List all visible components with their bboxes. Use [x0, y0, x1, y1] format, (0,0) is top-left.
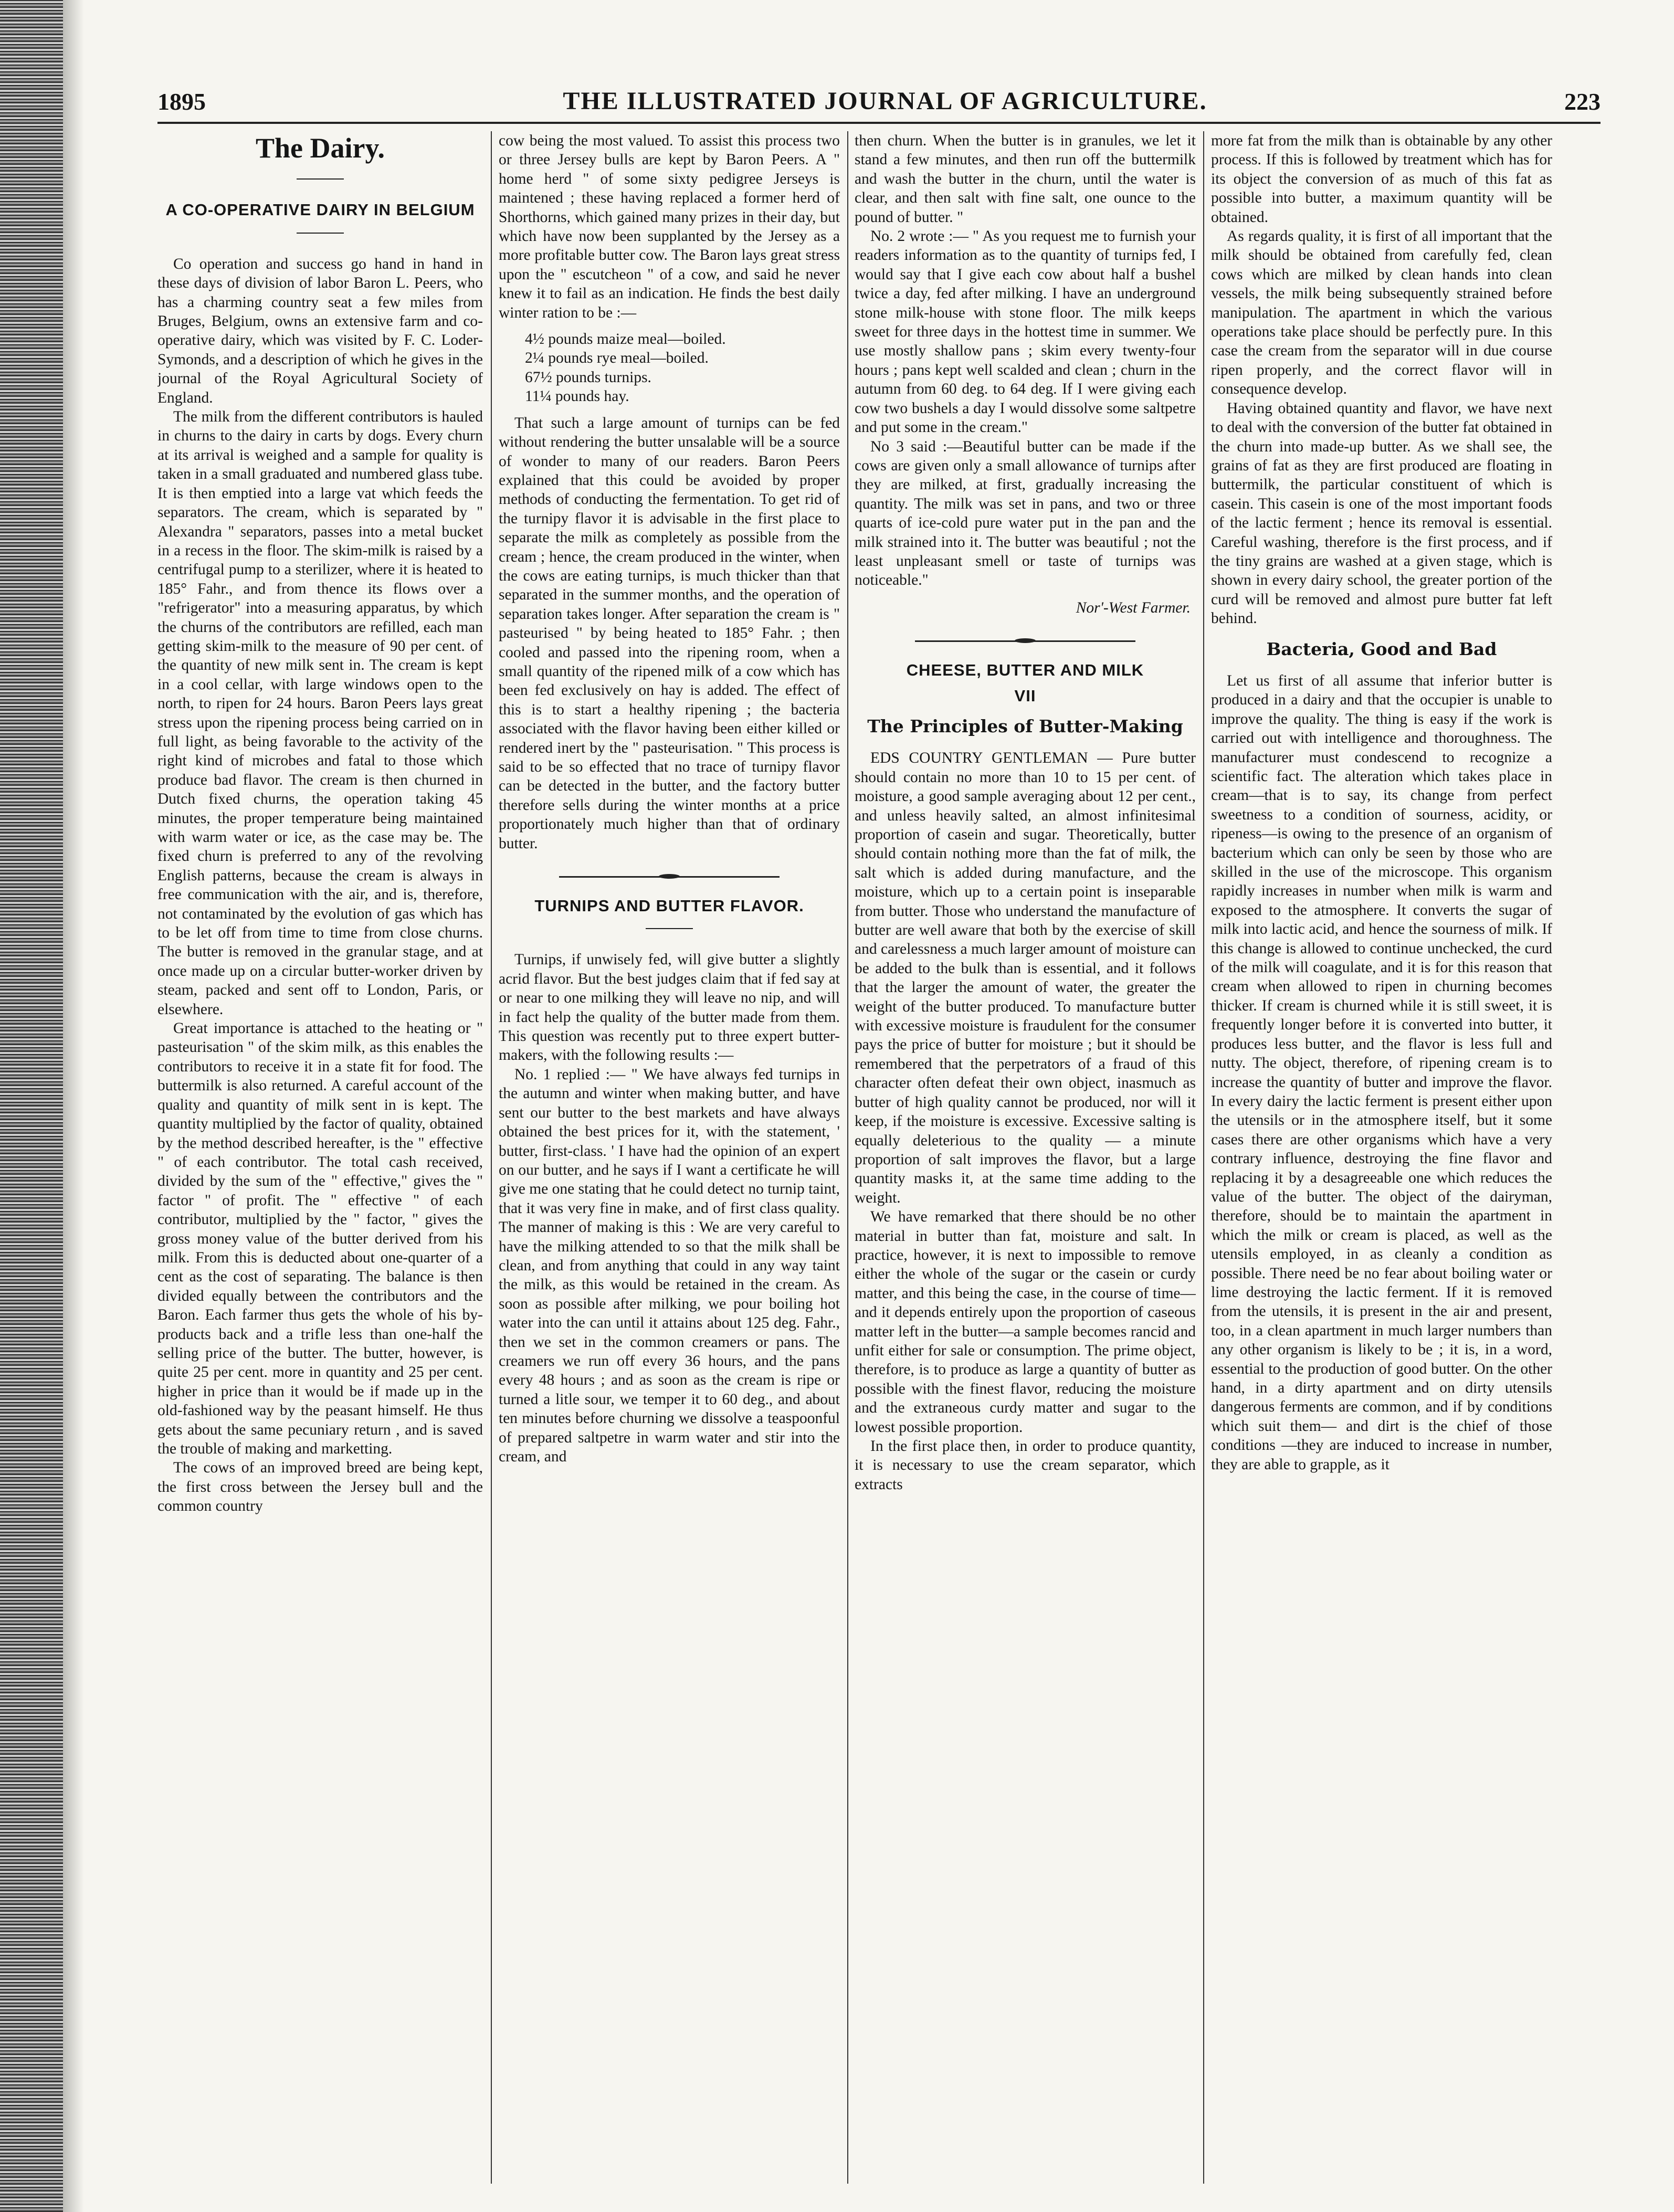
- column-4: [1211, 131, 1552, 2184]
- journal-title: THE ILLUSTRATED JOURNAL OF AGRICULTURE.: [563, 87, 1207, 115]
- paragraph: The cows of an improved breed are being kept, the first cross between the Jersey bull and the common country: [157, 1459, 483, 1515]
- article-subheading-principles: The Principles of Butter-Making: [867, 715, 1183, 736]
- divider: [297, 233, 344, 234]
- binding-edge: [0, 0, 63, 2212]
- paragraph: No. 2 wrote :— " As you request me to furnish your readers information as to the quantity of turnips fed, I would say that I give each cow about half a bushel twice a day, fed after milking. I have an underground stone milk-house with stone floor. The milk keeps sweet for three days in the hottest time in summer. We use mostly shallow pans ; skim every twenty-four hours ; pans kept well scalded and clean ; churn in the autumn from 60 deg. to 64 deg. If I were giving each cow two bushels a day I would dissolve some saltpetre and put some in the cream.": [855, 228, 1196, 436]
- ornament-divider: [559, 876, 780, 878]
- ration-item: 2¼ pounds rye meal—boiled.: [525, 350, 709, 367]
- paragraph: That such a large amount of turnips can be fed without rendering the butter unsalable will be a source of wonder to many of our readers. Baron Peers explained that this could be avoided by proper methods of conducting the fermentation. To get rid of the turnipy flavor it is advisable in the first place to separate the milk as completely as possible from the cream ; hence, the cream produced in the winter, when the cows are eating turnips, is much thicker than that separated in the summer months, and the operation of separation takes longer. After separation the cream is " pasteurised " by being heated to 185° Fahr. ; then cooled and passed into the ripening room, when a small quantity of the ripened milk of a cow which has been fed exclusively on hay is added. The effect of this is to start a healthy ripening ; the bacteria associated with the flavor having been either killed or rendered inert by the " pasteurisation. " This process is said to be so effected that no trace of turnipy flavor can be detected in the butter, and the factory butter therefore sells during the winter months at a price proportionately much higher than that of ordinary butter.: [499, 414, 840, 852]
- paragraph: In the first place then, in order to produce quantity, it is necessary to use the cream separator, which extracts: [855, 1438, 1196, 1493]
- paragraph: Co operation and success go hand in hand in these days of division of labor Baron L. Peers, who has a charming country seat a few miles from Bruges, Belgium, owns an extensive farm and co-operative dairy, which was visited by F. C. Loder-Symonds, and a description of which he gives in the journal of the Royal Agricultural Society of England.: [157, 255, 483, 406]
- page-year: 1895: [157, 88, 206, 115]
- article-heading-cooperative-dairy: A CO-OPERATIVE DAIRY IN BELGIUM: [165, 201, 475, 219]
- paragraph: EDS COUNTRY GENTLEMAN — Pure butter should contain no more than 10 to 15 per cent. of moisture, a good sample averaging about 12 per cent., and unless heavily salted, an almost infinitesimal proportion of casein and sugar. Theoretically, butter should contain nothing more than the fat of milk, the salt which is added during manufacture, and the moisture, which up to a certain point is inseparable from butter. Those who understand the manufacture of butter are well aware that both by the exercise of skill and carelessness a much larger amount of moisture can be added to the bulk than is essential, and it follows that the larger the amount of water, the greater the weight of the butter produced. To manufacture butter with excessive moisture is fraudulent for the consumer pays the price of butter for moisture ; but it should be remembered that the perpetrators of a fraud of this character often defeat their own object, inasmuch as butter of high quality cannot be produced, nor will it keep, if the moisture is excessive. Excessive salting is equally deleterious to the quality — a minute proportion of salt improves the flavor, but a large quantity masks it, at the same time adding to the weight.: [855, 750, 1196, 1206]
- ration-list: [525, 330, 840, 406]
- article-heading-part-number: VII: [1014, 686, 1036, 705]
- ornament-divider: [915, 640, 1135, 642]
- ration-item: 67½ pounds turnips.: [525, 368, 651, 386]
- paragraph: No. 1 replied :— " We have always fed turnips in the autumn and winter when making butter, and have sent our butter to the best markets and have always obtained the best prices for it, with the statement, ' butter, first-class. ' I have had the opinion of an expert on our butter, and he says if I want a certificate he will give me one stating that he could detect no turnip taint, that it was very fine in make, and of first class quality. The manner of making is this : We are very careful to have the milking attended to so that the milk shall be clean, and from anything that could in any way taint the milk, as this would be retained in the cream. As soon as possible after milking, we pour boiling hot water into the can until it attains about 125 deg. Fahr., then we set in the common creamers or pans. The creamers we run off every 36 hours, and the pans every 48 hours ; and as soon as the cream is ripe or turned a litle sour, we temper it to 60 deg., and about ten minutes before churning we dissolve a teaspoonful of prepared saltpetre in warm water and stir into the cream, and: [499, 1066, 840, 1465]
- ration-item: 11¼ pounds hay.: [525, 388, 629, 405]
- header-rule: [157, 122, 1601, 124]
- ration-item: 4½ pounds maize meal—boiled.: [525, 331, 726, 348]
- column-rule: [847, 131, 848, 2184]
- department-title: The Dairy.: [255, 132, 385, 164]
- paragraph: more fat from the milk than is obtainable by any other process. If this is followed by treatment which has for its object the conversion of as much of this fat as possible into butter, a maximum quantity will be obtained.: [1211, 132, 1552, 226]
- article-heading-cheese-butter-milk: CHEESE, BUTTER AND MILK: [906, 661, 1144, 680]
- running-head: [157, 79, 1601, 115]
- paragraph: As regards quality, it is first of all important that the milk should be obtained from carefully fed, clean cows which are milked by clean hands into clean vessels, the milk being subsequently strained before manipulation. The apartment in which the various operations take place should be perfectly pure. In this case the cream from the separator will in due course ripen properly, and the correct flavor will in consequence develop.: [1211, 228, 1552, 398]
- binding-shadow: [63, 0, 84, 2212]
- source-signature: Nor'-West Farmer.: [1076, 599, 1191, 616]
- paragraph: Great importance is attached to the heating or " pasteurisation " of the skim milk, as this enables the contributors to receive it in a state fit for food. The buttermilk is also returned. A careful account of the quality and quantity of milk sent in is kept. The quantity multiplied by the factor of quality, obtained by the method described hereafter, is the " effective " of each contributor. The total cash received, divided by the sum of the " effective," gives the " factor " of profit. The " effective " of each contributor, multiplied by the " factor, " gives the gross money value of the butter derived from his milk. From this is deducted about one-quarter of a cent as the cost of separating. The balance is then divided equally between the contributors and the Baron. Each farmer thus gets the whole of his by-products back and a trifle less than one-half the selling price of the butter. The butter, however, is quite 25 per cent. more in quantity and 25 per cent. higher in price than it would be if made up in the old-fashioned way by the peasant himself. He thus gets about the same pecuniary return , and is saved the trouble of making and marketting.: [157, 1020, 483, 1457]
- divider: [646, 928, 693, 929]
- column-rule: [1203, 131, 1204, 2184]
- paragraph: The milk from the different contributors is hauled in churns to the dairy in carts by dogs. Every churn at its arrival is weighed and a sample for quality is taken in a small graduated and numbered glass tube. It is then emptied into a large vat which feeds the separators. The cream, which is separated by " Alexandra " separators, passes into a metal bucket in a recess in the floor. The skim-milk is raised by a centrifugal pump to a sterilizer, where it is heated to 185° Fahr., and from thence its flows over a "refrigerator" into a measuring apparatus, by which the churns of the contributors are refilled, each man getting skim-milk to the measure of 90 per cent. of the quantity of new milk sent in. The cream is kept in a cool cellar, with large windows open to the north, to ripen for 24 hours. Baron Peers lays great stress upon the ripening process being carried on in full light, as being favorable to the activity of the right kind of microbes and fatal to those which produce bad flavor. The cream is then churned in Dutch fixed churns, the operation taking 45 minutes, the proper temperature being maintained with warm water or ice, as the case may be. The fixed churn is preferred to any of the revolving English patterns, because the cream is always in free communication with the air, and is, therefore, not contaminated by the evolution of gas which has to be let off from time to time from close churns. The butter is removed in the granular stage, and at once made up on a circular butter-worker driven by steam, packed and sent off to London, Paris, or elsewhere.: [157, 408, 483, 1018]
- article-heading-turnips: TURNIPS AND BUTTER FLAVOR.: [534, 897, 804, 915]
- column-3: [855, 131, 1196, 2184]
- paragraph: No 3 said :—Beautiful butter can be made if the cows are given only a small allowance of turnips after they are milked, at first, gradually increasing the quantity. The milk was set in pans, and two or three quarts of ice-cold pure water put in the pan and the milk strained into it. The butter was beautiful ; not the least unpleasant smell or taste of turnips was noticeable.": [855, 438, 1196, 589]
- column-rule: [491, 131, 492, 2184]
- article-subheading-bacteria: Bacteria, Good and Bad: [1266, 638, 1497, 659]
- paragraph: Let us first of all assume that inferior butter is produced in a dairy and that the occupier is unable to improve the quality. The thing is easy if the work is carried out with intelligence and thoroughness. The manufacturer must condescend to recognize a scientific fact. The alteration which takes place in cream—that is to say, its change from perfect sweetness to a condition of sourness, acidity, or ripeness—is owing to the presence of an organism of bacterium which can only be seen by those who are skilled in the use of the microscope. This organism rapidly increases in number when milk is warm and exposed to the atmosphere. It converts the sugar of milk into lactic acid, and hence the sourness of milk. If this change is allowed to continue unchecked, the curd of the milk will coagulate, and it is for this reason that cream when allowed to ripen in churning becomes thicker. If cream is churned while it is still sweet, it is frequently longer before it is converted into butter, it produces less butter, and the flavor is less full and nutty. The object, therefore, of ripening cream is to increase the quantity of butter and improve the flavor. In every dairy the lactic ferment is present either upon the utensils or in the atmosphere itself, but it some cases there are other organisms which have a very contrary influence, destroying the fine flavor and replacing it by a desagreeable one which reduces the value of the butter. The object of the dairyman, therefore, should be to maintain the apartment in which the milk or cream is placed, as well as the utensils employed, in as cleanly a condition as possible. There need be no fear about boiling water or lime destroying the lactic ferment. If it is removed from the utensils, it is present in the air and present, too, in a clean apartment in much larger numbers than any other organism is likely to be ; it is, in a word, essential to the production of good butter. On the other hand, in a dirty apartment and on dirty utensils dangerous ferments are common, and if by conditions which suit them— and dirt is the chief of those conditions —they are induced to increase in number, they are able to grapple, as it: [1211, 672, 1552, 1473]
- paragraph: then churn. When the butter is in granules, we let it stand a few minutes, and then run off the buttermilk and wash the butter in the churn, until the water is clear, and then salt with fine salt, one ounce to the pound of butter. ": [855, 132, 1196, 226]
- paragraph: We have remarked that there should be no other material in butter than fat, moisture and salt. In practice, however, it is next to impossible to remove either the whole of the sugar or the casein or curdy matter, and this being the case, in the course of time— and it depends entirely upon the proportion of caseous matter left in the butter—a sample becomes rancid and unfit either for sale or consumption. The prime object, therefore, is to produce as large a quantity of butter as possible with the finest flavor, reducing the moisture and the extraneous curdy matter and sugar to the lowest possible proportion.: [855, 1208, 1196, 1436]
- paragraph: Having obtained quantity and flavor, we have next to deal with the conversion of the butter fat obtained in the churn into made-up butter. As we shall see, the grains of fat as they are first produced are floating in buttermilk, the particular constituent of which is casein. This casein is one of the most important foods of the lactic ferment ; hence its removal is essential. Careful washing, therefore is the first process, and if the tiny grains are washed at a given stage, which is shown in every dairy school, the greater portion of the curd will be removed and almost pure butter fat left behind.: [1211, 399, 1552, 627]
- divider: [297, 178, 344, 180]
- paragraph: Turnips, if unwisely fed, will give butter a slightly acrid flavor. But the best judges claim that if fed say at or near to one milking they will leave no nip, and will in fact help the quality of the butter made from them. This question was recently put to three expert butter-makers, with the following results :—: [499, 951, 840, 1064]
- page-number: 223: [1564, 88, 1601, 115]
- paragraph: cow being the most valued. To assist this process two or three Jersey bulls are kept by Baron Peers. A " home herd " of some sixty pedigree Jerseys is maintened ; these having replaced a former herd of Shorthorns, which gained many prizes in their day, but which have now been supplanted by the Jersey as a more profitable butter cow. The Baron lays great stress upon the " escutcheon " of a cow, and said he never knew it to fail as an indication. He finds the best daily winter ration to be :—: [499, 132, 840, 321]
- column-1: [157, 131, 483, 2184]
- column-2: [499, 131, 840, 2184]
